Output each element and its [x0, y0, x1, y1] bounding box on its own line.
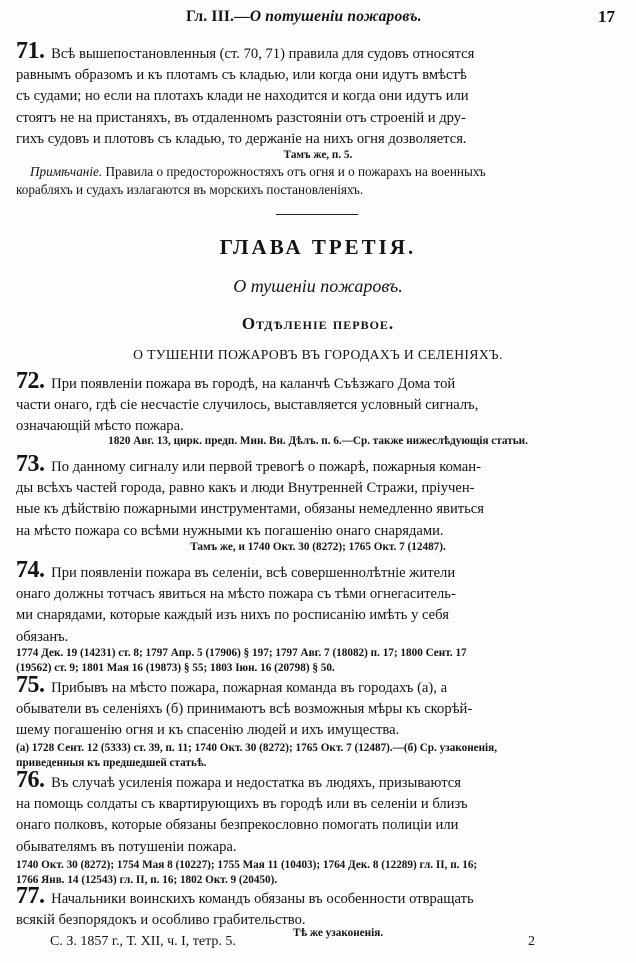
article-line: онаго полковъ, которые обязаны безпрекословно помогать полиціи или: [16, 817, 459, 834]
article-number: 76.: [16, 771, 45, 793]
article-line: на помощь солдаты съ квартирующихъ въ городѣ или въ селеніи и близъ: [16, 796, 468, 813]
article-line: съ судами; но если на плотахъ клади не находится и когда они идутъ или: [16, 88, 469, 105]
article-line: Прибывъ на мѣсто пожара, пожарная команда въ городахъ (а), а: [51, 680, 448, 696]
note: [16, 163, 620, 199]
printer-signature: С. З. 1857 г., Т. XII, ч. I, тетр. 5.: [50, 934, 236, 949]
article-line: означающій мѣсто пожара.: [16, 418, 184, 435]
running-title-italic: О потушеніи пожаровъ.: [249, 8, 422, 25]
article-line: При появленіи пожара въ селеніи, всѣ совершеннолѣтніе жители: [51, 565, 456, 581]
article-line: ми снарядами, которые каждый изъ нихъ по росписанію имѣть у себя: [16, 607, 449, 624]
note-label: Примѣчаніе.: [30, 164, 103, 179]
article-line: равнымъ образомъ и къ плотамъ съ кладью, или когда они идутъ вмѣстѣ: [16, 67, 467, 84]
source-line: 1774 Дек. 19 (14231) ст. 8; 1797 Апр. 5 (17906) § 197; 1797 Авг. 7 (18082) п. 17; 1800 Сент. 17: [16, 647, 467, 659]
article-number: 74.: [16, 561, 45, 583]
article-line: шему погашенію огня и къ спасенію людей и ихъ имущества.: [16, 722, 400, 739]
article-line: гихъ судовъ и плотовъ съ кладью, то держаніе на нихъ огня дозволяется.: [16, 130, 467, 147]
source-line: 1740 Окт. 30 (8272); 1754 Мая 8 (10227); 1755 Мая 11 (10403); 1764 Дек. 8 (12289) гл. II, п. 16;: [16, 859, 478, 871]
article-source: [16, 741, 620, 771]
note-line: корабляхъ и судахъ излагаются въ морскихъ постановленіяхъ.: [16, 182, 364, 197]
chapter-title: ГЛАВА ТРЕТІЯ.: [219, 235, 417, 259]
article-source: Тѣ же узаконенія.: [292, 927, 384, 939]
article-line: на мѣсто пожара со всѣми нужными къ погашенію онаго снарядами.: [16, 522, 444, 539]
article-number: 75.: [16, 676, 45, 698]
section-divider: [276, 214, 358, 215]
source-line: (а) 1728 Сент. 12 (5333) ст. 39, п. 11; 1740 Окт. 30 (8272); 1765 Окт. 7 (12487).—(б) Ср. узаконенія,: [16, 742, 498, 754]
article-71: [16, 42, 620, 150]
article-line: стоятъ не на пристаняхъ, въ отдаленномъ разстояніи отъ строеній и дру-: [16, 109, 466, 126]
article-source: Тамъ же, и 1740 Окт. 30 (8272); 1765 Окт. 7 (12487).: [190, 541, 446, 553]
article-72: [16, 372, 620, 438]
article-line: обязанъ.: [16, 628, 69, 645]
article-76: [16, 771, 620, 858]
running-title-prefix: Гл. III.—: [186, 8, 250, 25]
page-number: 17: [598, 7, 615, 26]
article-line: ные къ дѣйствію пожарными инструментами, обязаны немедленно явиться: [16, 501, 484, 518]
article-line: По данному сигналу или первой тревогѣ о пожарѣ, пожарныя коман-: [51, 459, 481, 475]
article-line: части онаго, гдѣ сіе несчастіе случилось, выставляется условный сигналъ,: [16, 397, 479, 414]
article-74: [16, 561, 620, 648]
running-header: [0, 6, 636, 30]
article-source: [16, 858, 620, 888]
article-line: обывателямъ въ потушеніи пожара.: [16, 838, 237, 855]
chapter-subtitle: О тушеніи пожаровъ.: [233, 276, 403, 296]
sheet-mark: 2: [528, 934, 535, 949]
article-line: Въ случаѣ усиленія пожара и недостатка въ людяхъ, призываются: [51, 775, 461, 791]
article-line: Всѣ вышепостановленныя (ст. 70, 71) правила для судовъ относятся: [51, 46, 475, 62]
article-line: всякій безпорядокъ и особливо грабительство.: [16, 912, 306, 929]
article-number: 72.: [16, 372, 45, 394]
note-line: Правила о предосторожностяхъ отъ огня и о пожарахъ на военныхъ: [105, 164, 486, 179]
article-line: При появленіи пожара въ городѣ, на каланчѣ Съѣзжаго Дома той: [51, 376, 456, 392]
page-footer: [0, 934, 636, 958]
source-line: приведенныя къ предшедшей статьѣ.: [16, 757, 207, 769]
article-number: 73.: [16, 455, 45, 477]
article-source: [16, 646, 620, 676]
article-77: [16, 887, 620, 931]
article-line: ды всѣхъ частей города, равно какъ и люди Внутренней Стражи, пріучен-: [16, 480, 475, 497]
source-line: (19562) ст. 9; 1801 Мая 16 (19873) § 55; 1803 Іюн. 16 (20798) § 50.: [16, 662, 335, 674]
section-title: Отдѣленіе первое.: [241, 314, 395, 333]
article-73: [16, 455, 620, 542]
article-number: 71.: [16, 42, 45, 64]
article-75: [16, 676, 620, 742]
running-title: [186, 8, 422, 26]
article-source: 1820 Авг. 13, цирк. предп. Мин. Вн. Дѣлъ. п. 6.—Ср. также нижеслѣдующія статьи.: [108, 435, 528, 447]
article-line: Начальники воинскихъ командъ обязаны въ особенности отвращать: [51, 891, 474, 907]
article-source: Тамъ же, п. 5.: [283, 149, 353, 161]
article-line: обыватели въ селеніяхъ (б) принимаютъ всѣ возможныя мѣры къ скорѣй-: [16, 701, 473, 718]
article-number: 77.: [16, 887, 45, 909]
article-line: онаго должны тотчасъ явиться на мѣсто пожара съ тѣми огнегаситель-: [16, 586, 456, 603]
source-line: 1766 Янв. 14 (12543) гл. II, п. 16; 1802 Окт. 9 (20450).: [16, 874, 278, 886]
section-subtitle: О ТУШЕНІИ ПОЖАРОВЪ ВЪ ГОРОДАХЪ И СЕЛЕНІЯХЪ.: [133, 347, 503, 362]
